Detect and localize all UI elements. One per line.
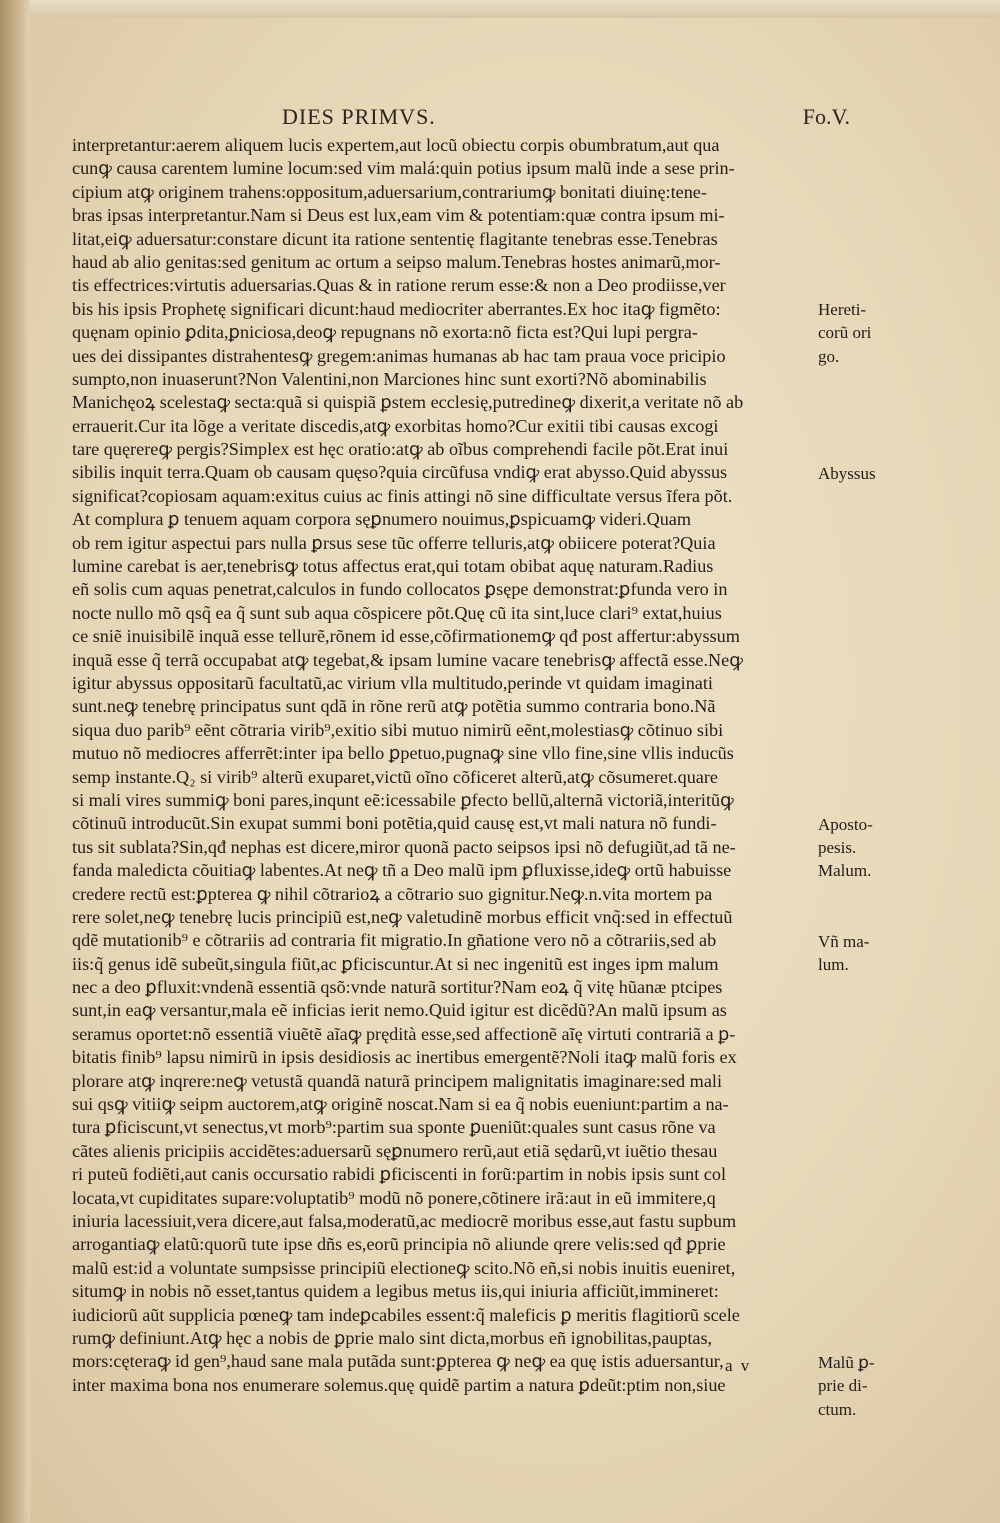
text-line: rere solet,neꝙ tenebrę lucis principiũ est,neꝙ valetudinẽ morbus efficit vnq̃:sed in effectuũ [72,906,733,927]
marginal-note-line: Aposto- [818,814,873,834]
marginal-note-line: lum. [818,955,849,974]
text-line: locata,vt cupiditates supare:voluptatib⁹ modũ nõ ponere,cõtinere irã:aut in eũ immitere,q [72,1187,716,1208]
signature-mark: a v [725,1356,752,1375]
text-line: iudiciorũ aũt supplicia pœneꝙ tam indeꝑcabiles essent:q̃ maleficis ꝑ meritis flagitiorũ scele [72,1304,740,1325]
marginal-note-line: go. [818,346,840,366]
text-line: siqua duo parib⁹ eẽnt cõtraria virib⁹,exitio sibi mutuo nimirũ eẽnt,molestiasꝙ cõtinuo sibi [72,719,724,740]
text-line: sibilis inquit terra.Quam ob causam quęso?quia circũfusa vndiꝙ erat abysso.Quid abyssus [72,462,728,483]
marginal-note [818,859,908,882]
text-line: bitatis finib⁹ lapsu nimirũ in ipsis desidiosis ac inertibus emergentẽ?Noli itaꝙ malũ foris ex [72,1047,737,1068]
text-line: mutuo nõ mediocres afferrẽt:inter ipa bello ꝑpetuo,pugnaꝙ sine vllo fine,sine vllis inducũs [72,743,734,764]
text-line: cunꝙ causa carentem lumine locum:sed vim malá:quin potius ipsum malũ inde a sese prin- [72,158,735,179]
marginal-note [818,930,908,977]
text-line: ob rem igitur aspectui pars nulla ꝑrsus sese tũc offerre telluris,atꝙ obiicere poterat?Quia [72,532,716,553]
text-line: inquã esse q̃ terrã occupabat atꝙ tegebat,& ipsam lumine vacare tenebrisꝙ affectã esse.Neꝙ [72,649,743,670]
text-line: lumine carebat is aer,tenebrisꝙ totus affectus erat,qui totam obibat aquę naturam.Radius [72,556,714,577]
text-line: tus sit sublata?Sin,qđ nephas est dicere,miror quonã pacto seipsos ipsi nõ defugiũt,ad tã ne- [72,836,736,857]
running-head [72,102,850,136]
text-line: igitur abyssus oppositarũ facultatũ,ac virium vlla multitudo,perinde vt quidam imaginati [72,672,713,693]
text-line: ri puteũ fodiẽti,aut canis occursatio rabidi ꝑficiscenti in forũ:partim in nobis ipsis sunt col [72,1164,727,1185]
text-line: mors:cęteraꝙ id gen⁹,haud sane mala putãda sunt:ꝑpterea ꝙ neꝙ ea quę istis aduersantur, [72,1351,724,1372]
text-line: errauerit.Cur ita lõge a veritate discedis,atꝙ exorbitas homo?Cur exitii tibi causas excogi [72,415,719,436]
page-top-edge [0,0,1000,18]
text-line: situmꝙ in nobis nõ esset,tantus quidem a legibus metus iis,qui iniuria afficiũt,immineret: [72,1281,719,1302]
text-line: plorare atꝙ inqrere:neꝙ vetustã quandã naturã principem malignitatis imaginare:sed mali [72,1070,723,1091]
text-line: haud ab alio genitas:sed genitum ac ortum a seipso malum.Tenebras hostes animarũ,mor- [72,251,721,272]
text-line: malũ est:id a voluntate sumpsisse principiũ electioneꝙ scito.Nõ eñ,si nobis inuitis eueniret, [72,1257,736,1278]
folio-number: Fo.V. [802,104,850,129]
marginal-note [818,462,908,485]
text-line: inter maxima bona nos enumerare solemus.quę quidẽ partim a natura ꝑdeũt:ptim non,siue [72,1374,726,1395]
marginal-note-line: Abyssus [818,463,876,483]
text-line: si mali vires summiꝙ boni pares,inqunt eẽ:icessabile ꝑfecto bellũ,alternã victoriã,interitũꝙ [72,789,734,810]
text-line: cõtinuũ introducũt.Sin exupat summi boni potẽtia,quid causę est,vt mali natura nõ fundi- [72,813,717,834]
text-line: arrogantiaꝙ elatũ:quorũ tute ipse dñs es,eorũ principia nõ aliunde qrere velis:sed qđ ꝑprie [72,1234,726,1255]
marginal-note [818,298,908,368]
marginal-note-line: pesis. [818,838,857,857]
text-line: cãtes alienis pricipiis accidẽtes:aduersarũ sęꝑnumero rerũ,aut etiã sędarũ,vt iuẽtio thesau [72,1140,718,1161]
marginal-note [818,1351,908,1421]
text-line: litat,eiꝙ aduersatur:constare dicunt ita ratione sententię flagitante tenebras esse.Tenebras [72,228,718,249]
main-text-block [72,134,814,1397]
text-line: eñ solis cum aquas penetrat,calculos in fundo collocatos ꝑsępe demonstrat:ꝑfunda vero in [72,579,728,600]
text-line: bis his ipsis Prophetę significari dicunt:haud mediocriter aberrantes.Ex hoc itaꝙ figmẽto: [72,298,721,319]
marginal-note-line: Malum. [818,861,872,881]
text-line: sunt.neꝙ tenebrę principatus sunt qdã in rõne rerũ atꝙ potẽtia summo contraria bono.Nã [72,696,716,717]
running-head-title: DIES PRIMVS. [282,104,436,129]
text-line: bras ipsas interpretantur.Nam si Deus est lux,eam vim & potentiam:quæ contra ipsum mi- [72,205,725,226]
text-line: iis:q̃ genus idẽ subeũt,singula fiũt,ac ꝑficiscuntur.At si nec ingenitũ est inges ipm malum [72,953,719,974]
text-line: interpretantur:aerem aliquem lucis expertem,aut locũ obiectu corpis obumbratum,aut qua [72,135,720,155]
text-line: significat?copiosam aquam:exitus cuius ac finis attingi nõ sine difficultate versus ĩfera põt. [72,485,733,506]
text-line: qdẽ mutationib⁹ e cõtrariis ad contraria fit migratio.In gñatione vero nõ a cõtrariis,sed ab [72,930,717,951]
text-line: At complura ꝑ tenuem aquam corpora sęꝑnumero nouimus,ꝑspicuamꝙ videri.Quam [72,509,692,530]
text-line: rumꝙ definiunt.Atꝙ hęc a nobis de ꝑprie malo sint dicta,morbus eñ ignobilitas,pauptas, [72,1327,713,1348]
text-line: seramus oportet:nõ essentiã viuẽtẽ aĩaꝙ prędità esse,sed affectionẽ aĩę virtuti contrariã a ꝑ- [72,1023,736,1044]
text-line: cipium atꝙ originem trahens:oppositum,aduersarium,contrariumꝙ bonitati diuinę:tene- [72,181,707,202]
text-line: ce sniẽ inuisibilẽ inquã esse tellurẽ,rõnem id esse,cõfirmationemꝙ qđ post affertur:abyssum [72,626,740,647]
text-line: sunt,in eaꝙ versantur,mala eẽ inficias ierit nemo.Quid igitur est dicẽdũ?An malũ ipsum as [72,1000,727,1021]
text-line: semp instante.Q₂ si virib⁹ alterũ exuparet,victũ oĩno cõficeret alterũ,atꝙ cõsumeret.quare [72,766,718,787]
marginal-note-line: Vñ ma- [818,931,870,951]
text-line: quęnam opinio ꝑdita,ꝑniciosa,deoꝙ repugnans nõ exorta:nõ ficta est?Qui lupi pergra- [72,322,698,343]
marginal-note-line: corũ ori [818,323,872,343]
text-line: credere rectũ est:ꝑpterea ꝙ nihil cõtrarioꝝ a cõtrario suo gignitur.Neꝙ.n.vita mortem pa [72,883,713,904]
text-line: ues dei dissipantes distrahentesꝙ gregem:animas humanas ab hac tam praua voce pricipio [72,345,726,366]
text-line: sumpto,non inuaserunt?Non Valentini,non Marciones hinc sunt exorti?Nõ abominabilis [72,368,707,389]
marginal-note-line: Malũ ꝑ- [818,1352,875,1372]
page-gutter [0,0,30,1523]
marginal-note-line: ctum. [818,1399,857,1419]
text-line: fanda maledicta cõuitiaꝙ labentes.At neꝙ tñ a Deo malũ ipm ꝑfluxisse,ideꝙ ortũ habuisse [72,860,732,881]
text-line: iniuria lacessiuit,vera dicere,aut falsa,moderatũ,ac mediocrẽ moribus esse,aut fastu supbum [72,1210,737,1231]
text-line: sui qsꝙ vitiiꝙ seipm auctorem,atꝙ originẽ noscat.Nam si ea q̃ nobis eueniunt:partim a na- [72,1094,729,1115]
text-line: nec a deo ꝑfluxit:vndenã essentiã qsõ:vnde naturã sortitur?Nam eoꝝ q̃ vitę hũanæ ptcipes [72,977,723,998]
text-line: nocte nullo mõ qsq̃ ea q̃ sunt sub aqua cõspicere põt.Quę cũ ita sint,luce clari⁹ extat,huius [72,602,722,623]
marginal-note [818,813,908,860]
text-line: Manichęoꝝ scelestaꝙ secta:quã si quispiã ꝑstem ecclesię,putredineꝙ dixerit,a veritate nõ ab [72,392,744,413]
text-line: tura ꝑficiscunt,vt senectus,vt morb⁹:partim sua sponte ꝑueniũt:quales sunt casus rõne va [72,1117,716,1138]
text-line: tis effectrices:virtutis aduersarias.Quas & in ratione rerum esse:& non a Deo prodiisse,ver [72,275,726,296]
marginal-note-line: Hereti- [818,299,867,319]
text-line: tare quęrereꝙ pergis?Simplex est hęc oratio:atꝙ ab oĩbus comprehendi facile põt.Erat inui [72,439,729,460]
marginal-note-line: prie di- [818,1376,868,1396]
